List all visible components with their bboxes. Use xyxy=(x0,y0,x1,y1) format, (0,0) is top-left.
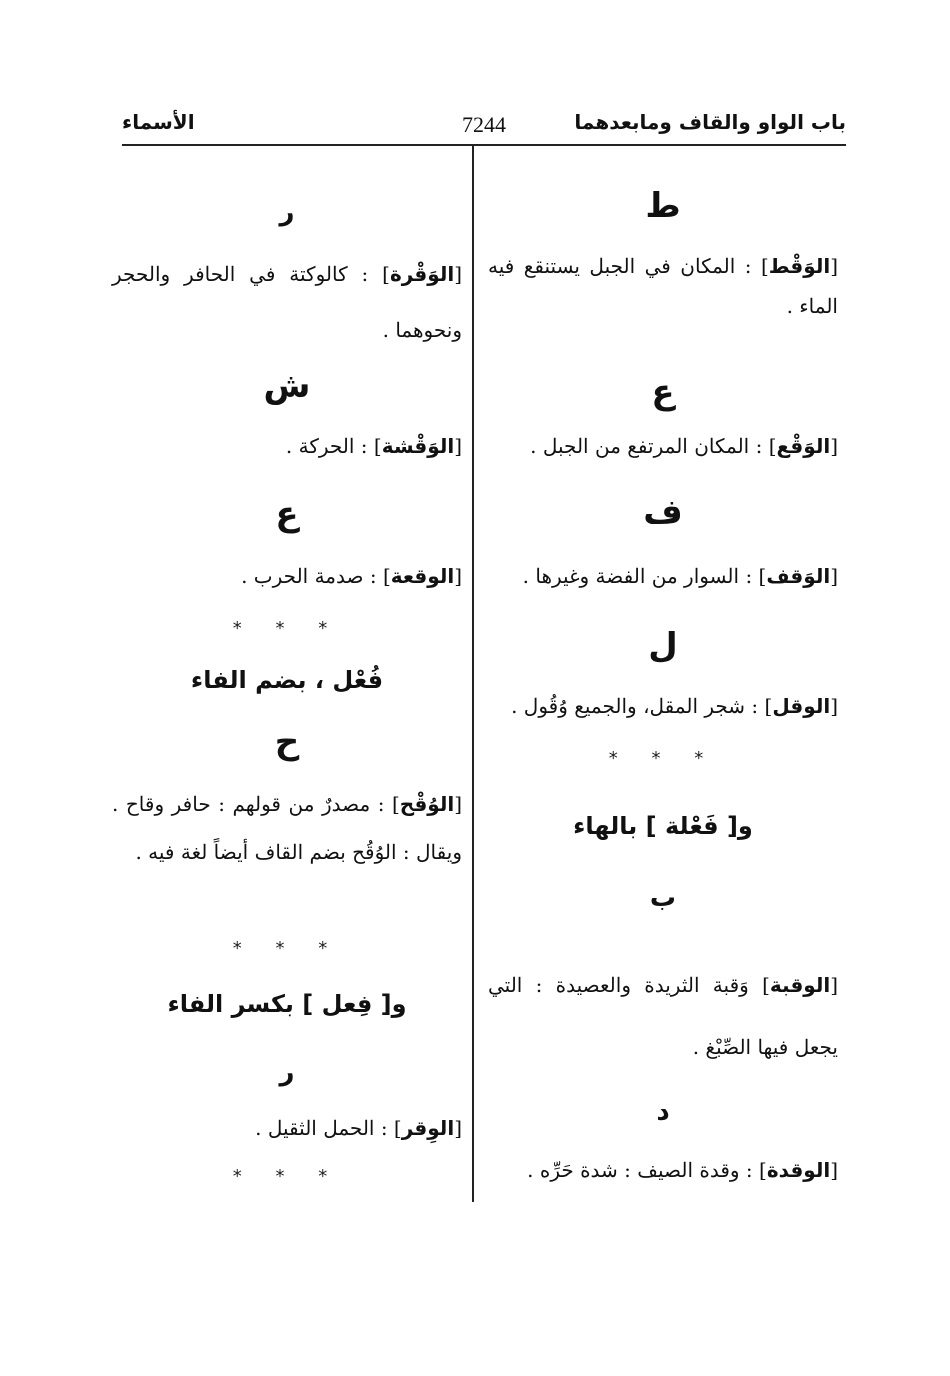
section-heading: فُعْل ، بضم الفاء xyxy=(190,666,384,694)
entry-headword: الوَقْرة xyxy=(389,262,455,286)
entry-definition: : المكان المرتفع من الجبل . xyxy=(530,434,763,458)
letter-heading: ف xyxy=(643,492,683,532)
dictionary-entry: [الوُقْح] : مصدرٌ من قولهم : حافر وقاح . ويقال : الوُقُح بضم القاف أيضاً لغة فيه . xyxy=(112,792,463,864)
letter-heading: د xyxy=(656,1097,670,1127)
entry-headword: الوَقف xyxy=(766,564,831,588)
letter-heading: ل xyxy=(648,626,678,666)
entry-definition: : الحركة . xyxy=(285,434,368,458)
dictionary-entry: [الوقدة] : وقدة الصيف : شدة حَرِّه . xyxy=(527,1158,838,1182)
entry-headword: الوقبة xyxy=(769,973,831,997)
entry-headword: الوُقْح xyxy=(399,792,455,816)
entry-headword: الوَقْع xyxy=(776,434,831,458)
dictionary-entry: [الوَقْرة] : كالوكتة في الحافر والحجر ونحوهما . xyxy=(112,262,462,342)
section-separator: * * * xyxy=(608,748,718,769)
entry-definition: : شجر المقل، والجميع وُقُول . xyxy=(511,694,759,718)
page-number: 7244 xyxy=(462,112,506,137)
letter-heading: ر xyxy=(279,1057,295,1087)
letter-heading: ع xyxy=(651,372,675,412)
dictionary-entry: [الوَقف] : السوار من الفضة وغيرها . xyxy=(522,564,838,588)
entry-definition: : المكان في الجبل يستنقع فيه الماء . xyxy=(488,254,838,318)
letter-heading: ع xyxy=(275,494,299,534)
left-column xyxy=(112,0,462,1376)
entry-headword: الوقعة xyxy=(390,564,455,588)
dictionary-entry: [الوقبة] وَقبة الثريدة والعصيدة : التي يجعل فيها الصِّبْغ . xyxy=(488,973,839,1059)
entry-headword: الوَقْط xyxy=(768,254,831,278)
entry-definition: : مصدرٌ من قولهم : حافر وقاح . ويقال : الوُقُح بضم القاف أيضاً لغة فيه . xyxy=(112,792,462,864)
letter-heading: ش xyxy=(263,366,311,406)
letter-heading: ط xyxy=(645,186,681,226)
entry-headword: الوِقر xyxy=(401,1116,455,1140)
section-separator: * * * xyxy=(232,938,342,959)
letter-heading: ب xyxy=(649,883,677,913)
dictionary-entry: [الوقل] : شجر المقل، والجميع وُقُول . xyxy=(511,694,838,718)
column-divider xyxy=(472,146,474,1202)
dictionary-entry: [الوَقْشة] : الحركة . xyxy=(285,434,462,458)
section-separator: * * * xyxy=(232,1166,342,1187)
entry-definition: : السوار من الفضة وغيرها . xyxy=(522,564,753,588)
entry-definition: : الحمل الثقيل . xyxy=(255,1116,388,1140)
letter-heading: ح xyxy=(274,722,300,762)
chapter-title: باب الواو والقاف ومابعدهما xyxy=(574,110,846,134)
entry-definition: وَقبة الثريدة والعصيدة : التي يجعل فيها الصِّبْغ . xyxy=(488,973,838,1059)
section-title: الأسماء xyxy=(122,110,195,134)
entry-definition: : كالوكتة في الحافر والحجر ونحوهما . xyxy=(112,262,462,342)
dictionary-entry: [الوقعة] : صدمة الحرب . xyxy=(241,564,462,588)
dictionary-entry: [الوِقر] : الحمل الثقيل . xyxy=(255,1116,462,1140)
right-column xyxy=(488,0,838,1376)
entry-headword: الوقدة xyxy=(766,1158,831,1182)
letter-heading: ر xyxy=(279,197,295,227)
section-separator: * * * xyxy=(232,618,342,639)
dictionary-entry: [الوَقْط] : المكان في الجبل يستنقع فيه الماء . xyxy=(488,254,838,318)
section-heading: و[ فَعْلة ] بالهاء xyxy=(573,812,753,840)
entry-definition: : صدمة الحرب . xyxy=(241,564,377,588)
entry-headword: الوَقْشة xyxy=(381,434,455,458)
dictionary-entry: [الوَقْع] : المكان المرتفع من الجبل . xyxy=(530,434,838,458)
section-heading: و[ فِعل ] بكسر الفاء xyxy=(167,990,407,1018)
entry-definition: : وقدة الصيف : شدة حَرِّه . xyxy=(527,1158,753,1182)
entry-headword: الوقل xyxy=(772,694,831,718)
